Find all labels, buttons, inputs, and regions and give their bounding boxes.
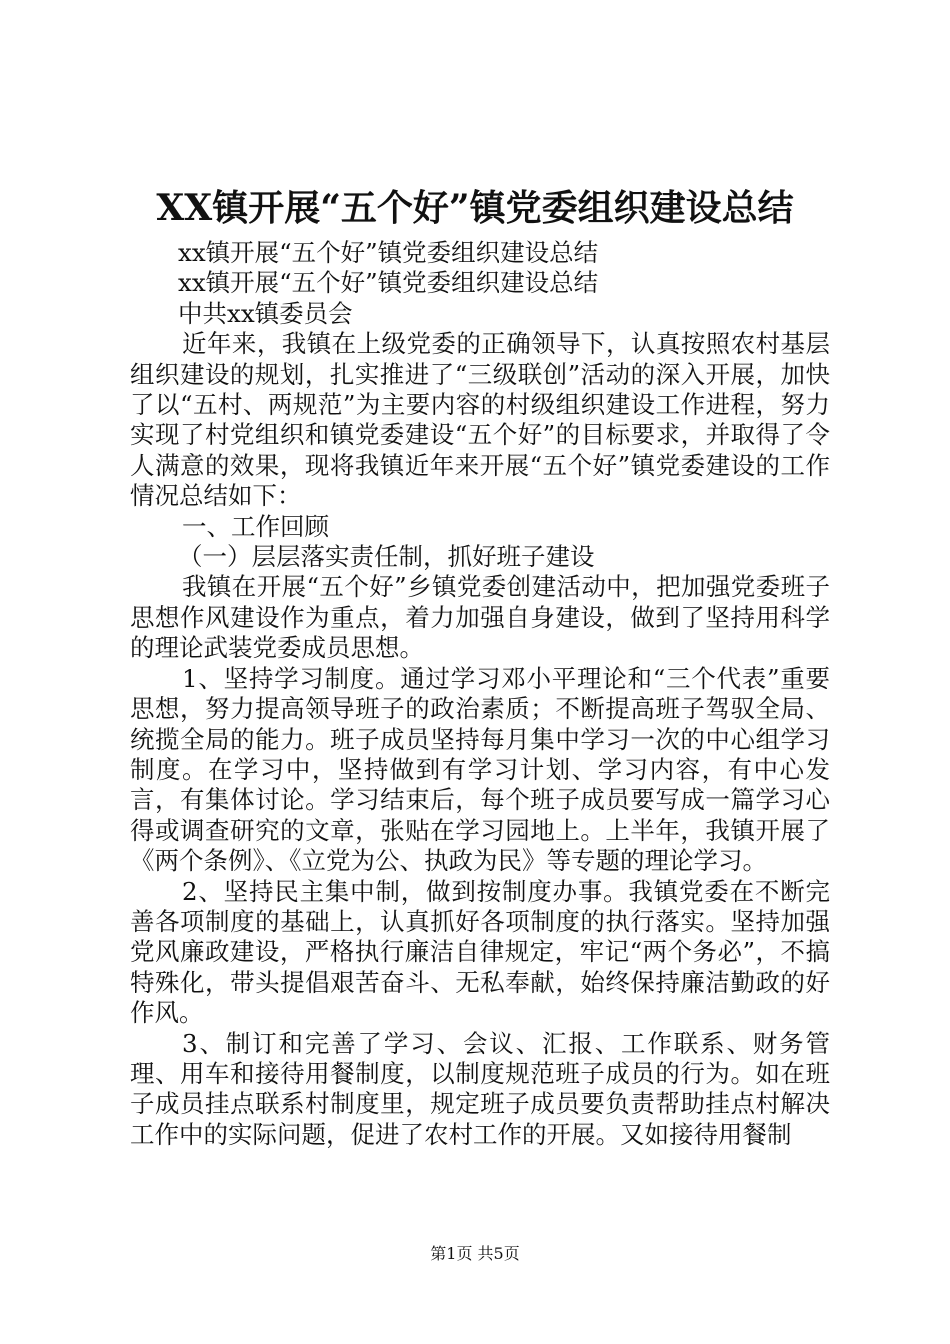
- subsection-heading: （一）层层落实责任制，抓好班子建设: [178, 542, 595, 572]
- paragraph: 我镇在开展“五个好”乡镇党委创建活动中，把加强党委班子思想作风建设作为重点，着力加强自身建设，做到了坚持用科学的理论武装党委成员思想。: [130, 572, 830, 663]
- page-number-footer: 第1页 共5页: [430, 1244, 520, 1263]
- document-title: XX镇开展“五个好”镇党委组织建设总结: [156, 187, 794, 229]
- author-line: 中共xx镇委员会: [178, 298, 353, 328]
- list-item-paragraph: 2、坚持民主集中制，做到按制度办事。我镇党委在不断完善各项制度的基础上，认真抓好各项制度的执行落实。坚持加强党风廉政建设，严格执行廉洁自律规定，牢记“两个务必”，不搞特殊化，带头提倡艰苦奋斗、无私奉献，始终保持廉洁勤政的好作风。: [130, 876, 830, 1028]
- section-heading: 一、工作回顾: [182, 511, 329, 541]
- document-body: [130, 238, 830, 1150]
- intro-paragraph: 近年来，我镇在上级党委的正确领导下，认真按照农村基层组织建设的规划，扎实推进了“三级联创”活动的深入开展，加快了以“五村、两规范”为主要内容的村级组织建设工作进程，努力实现了村党组织和镇党委建设“五个好”的目标要求，并取得了令人满意的效果，现将我镇近年来开展“五个好”镇党委建设的工作情况总结如下：: [130, 329, 830, 511]
- list-item-paragraph: 1、坚持学习制度。通过学习邓小平理论和“三个代表”重要思想，努力提高领导班子的政治素质；不断提高班子驾驭全局、统揽全局的能力。班子成员坚持每月集中学习一次的中心组学习制度。在学习中，坚持做到有学习计划、学习内容，有中心发言，有集体讨论。学习结束后，每个班子成员要写成一篇学习心得或调查研究的文章，张贴在学习园地上。上半年，我镇开展了《两个条例》、《立党为公、执政为民》等专题的理论学习。: [130, 663, 830, 876]
- subtitle-line: xx镇开展“五个好”镇党委组织建设总结: [178, 268, 599, 298]
- subtitle-line: xx镇开展“五个好”镇党委组织建设总结: [178, 238, 599, 267]
- list-item-paragraph: 3、制订和完善了学习、会议、汇报、工作联系、财务管理、用车和接待用餐制度，以制度规范班子成员的行为。如在班子成员挂点联系村制度里，规定班子成员要负责帮助挂点村解决工作中的实际问题，促进了农村工作的开展。又如接待用餐制: [130, 1028, 830, 1149]
